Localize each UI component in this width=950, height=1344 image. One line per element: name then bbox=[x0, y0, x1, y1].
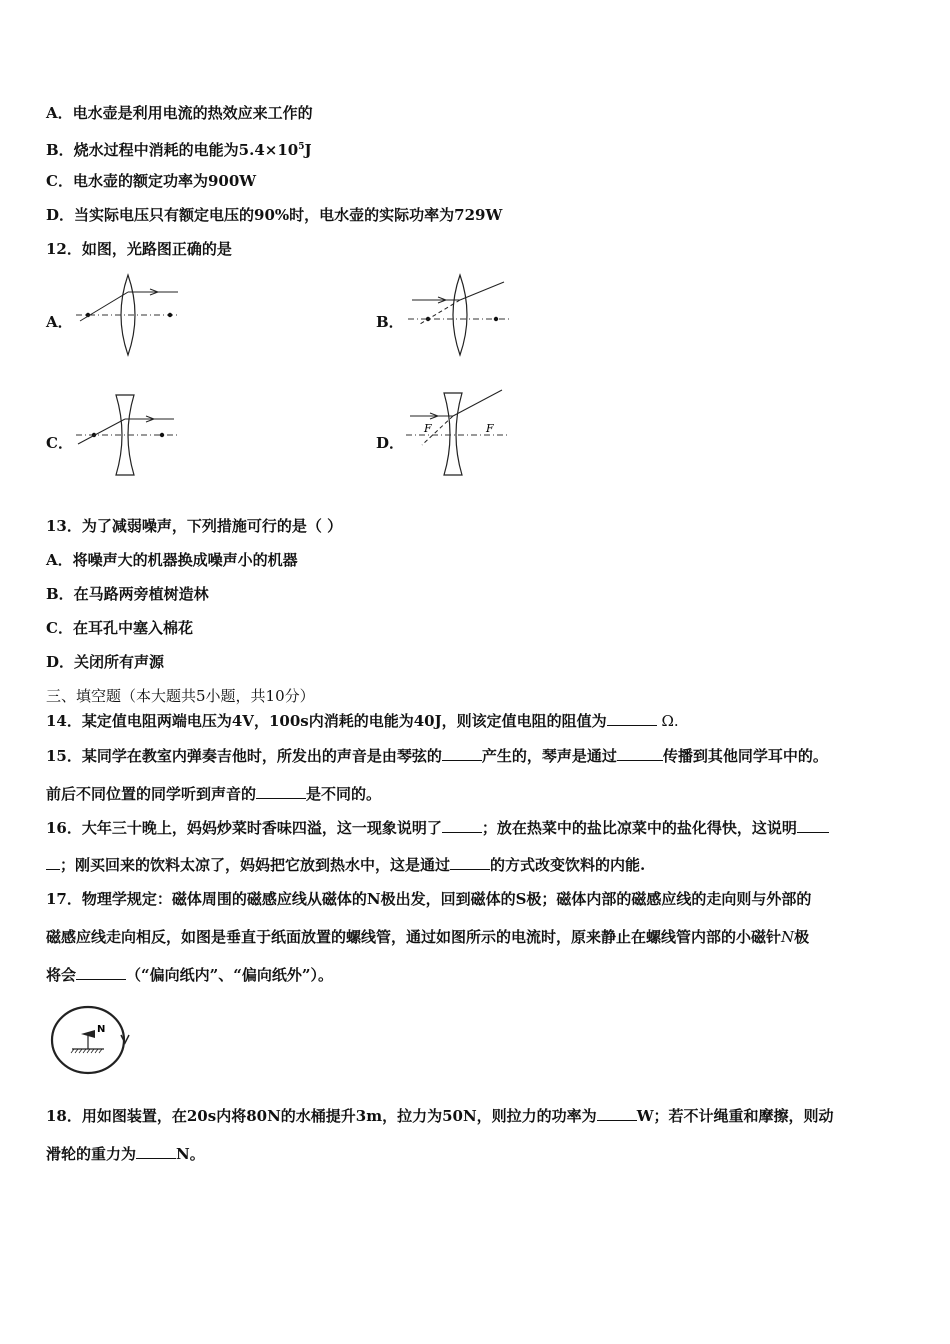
convex-lens-shape bbox=[453, 275, 467, 355]
q11-option-d: D．当实际电压只有额定电压的90%时，电水壶的实际功率为729W bbox=[46, 206, 503, 224]
answer-blank[interactable] bbox=[442, 818, 482, 833]
q12-stem: 12．如图，光路图正确的是 bbox=[46, 240, 232, 258]
q13-option-c: C．在耳孔中塞入棉花 bbox=[46, 619, 193, 637]
q18-line-2: 滑轮的重力为 N。 bbox=[46, 1145, 205, 1163]
answer-blank[interactable] bbox=[76, 965, 126, 980]
answer-blank[interactable] bbox=[797, 818, 829, 833]
q12-figure-d-concave-lens bbox=[400, 385, 520, 480]
focus-point-right bbox=[160, 433, 164, 437]
q17-line-3: 将会 （“偏向纸内”、“偏向纸外”）。 bbox=[46, 966, 334, 984]
q16-line-1: 16．大年三十晚上，妈妈炒菜时香味四溢，这一现象说明了 ；放在热菜中的盐比凉菜中的盐化得快，这说明 bbox=[46, 818, 829, 838]
q13-stem: 13．为了减弱噪声，下列措施可行的是（ ） bbox=[46, 517, 343, 535]
q17-line-2: 磁感应线走向相反，如图是垂直于纸面放置的螺线管，通过如图所示的电流时，原来静止在螺线管内部的小磁针N极 bbox=[46, 928, 810, 946]
needle-n-label: N bbox=[97, 1024, 106, 1035]
q11-option-c: C．电水壶的额定功率为900W bbox=[46, 172, 257, 190]
focus-point-right bbox=[168, 313, 172, 317]
q12-label-a: A． bbox=[46, 313, 73, 331]
answer-blank[interactable] bbox=[46, 855, 60, 870]
q11-option-b: B．烧水过程中消耗的电能为$5.4\times 10^5J$ bbox=[46, 141, 312, 159]
refracted-ray bbox=[453, 390, 502, 416]
concave-lens-shape bbox=[444, 393, 462, 475]
q13-option-a: A．将噪声大的机器换成噪声小的机器 bbox=[46, 551, 298, 569]
focus-point-right bbox=[494, 317, 498, 321]
answer-blank[interactable] bbox=[597, 1106, 637, 1121]
q12-figure-a-convex-lens bbox=[70, 272, 190, 362]
q16-line-2: ；刚买回来的饮料太凉了，妈妈把它放到热水中，这是通过 的方式改变饮料的内能. bbox=[46, 855, 645, 875]
q11-option-a: A．电水壶是利用电流的热效应来工作的 bbox=[46, 104, 313, 122]
focus-label-left: F bbox=[424, 422, 432, 435]
focus-label-right: F bbox=[486, 422, 494, 435]
refracted-ray bbox=[460, 282, 504, 300]
answer-blank[interactable] bbox=[442, 746, 482, 761]
q12-figure-c-concave-lens bbox=[70, 392, 190, 482]
q12-label-d: D． bbox=[376, 434, 405, 452]
q13-option-d: D．关闭所有声源 bbox=[46, 653, 165, 671]
answer-blank[interactable] bbox=[136, 1144, 176, 1159]
q17-line-1: 17．物理学规定：磁体周围的磁感应线从磁体的N极出发，回到磁体的S极；磁体内部的磁感应线的走向则与外部的 bbox=[46, 890, 812, 908]
q12-label-b: B． bbox=[376, 313, 404, 331]
answer-blank[interactable] bbox=[450, 855, 490, 870]
q13-option-b: B．在马路两旁植树造林 bbox=[46, 585, 209, 603]
answer-blank[interactable] bbox=[607, 711, 657, 726]
q12-figure-b-convex-lens bbox=[400, 272, 520, 362]
q15-line-2: 前后不同位置的同学听到声音的 是不同的。 bbox=[46, 785, 382, 803]
incident-ray bbox=[78, 419, 125, 444]
answer-blank[interactable] bbox=[617, 746, 663, 761]
section-3-heading: 三、填空题（本大题共5小题，共10分） bbox=[46, 687, 315, 705]
q14: 14．某定值电阻两端电压为4V，100s内消耗的电能为40J，则该定值电阻的阻值为 Ω. bbox=[46, 712, 679, 730]
q18-line-1: 18．用如图装置，在20s内将80N的水桶提升3m，拉力为50N，则拉力的功率为 W；若不计绳重和摩擦，则动 bbox=[46, 1107, 834, 1125]
q17-solenoid-figure bbox=[48, 1003, 138, 1077]
q15-line-1: 15．某同学在教室内弹奏吉他时，所发出的声音是由琴弦的 产生的，琴声是通过 传播到其他同学耳中的。 bbox=[46, 747, 828, 765]
q12-label-c: C． bbox=[46, 434, 73, 452]
answer-blank[interactable] bbox=[256, 784, 306, 799]
